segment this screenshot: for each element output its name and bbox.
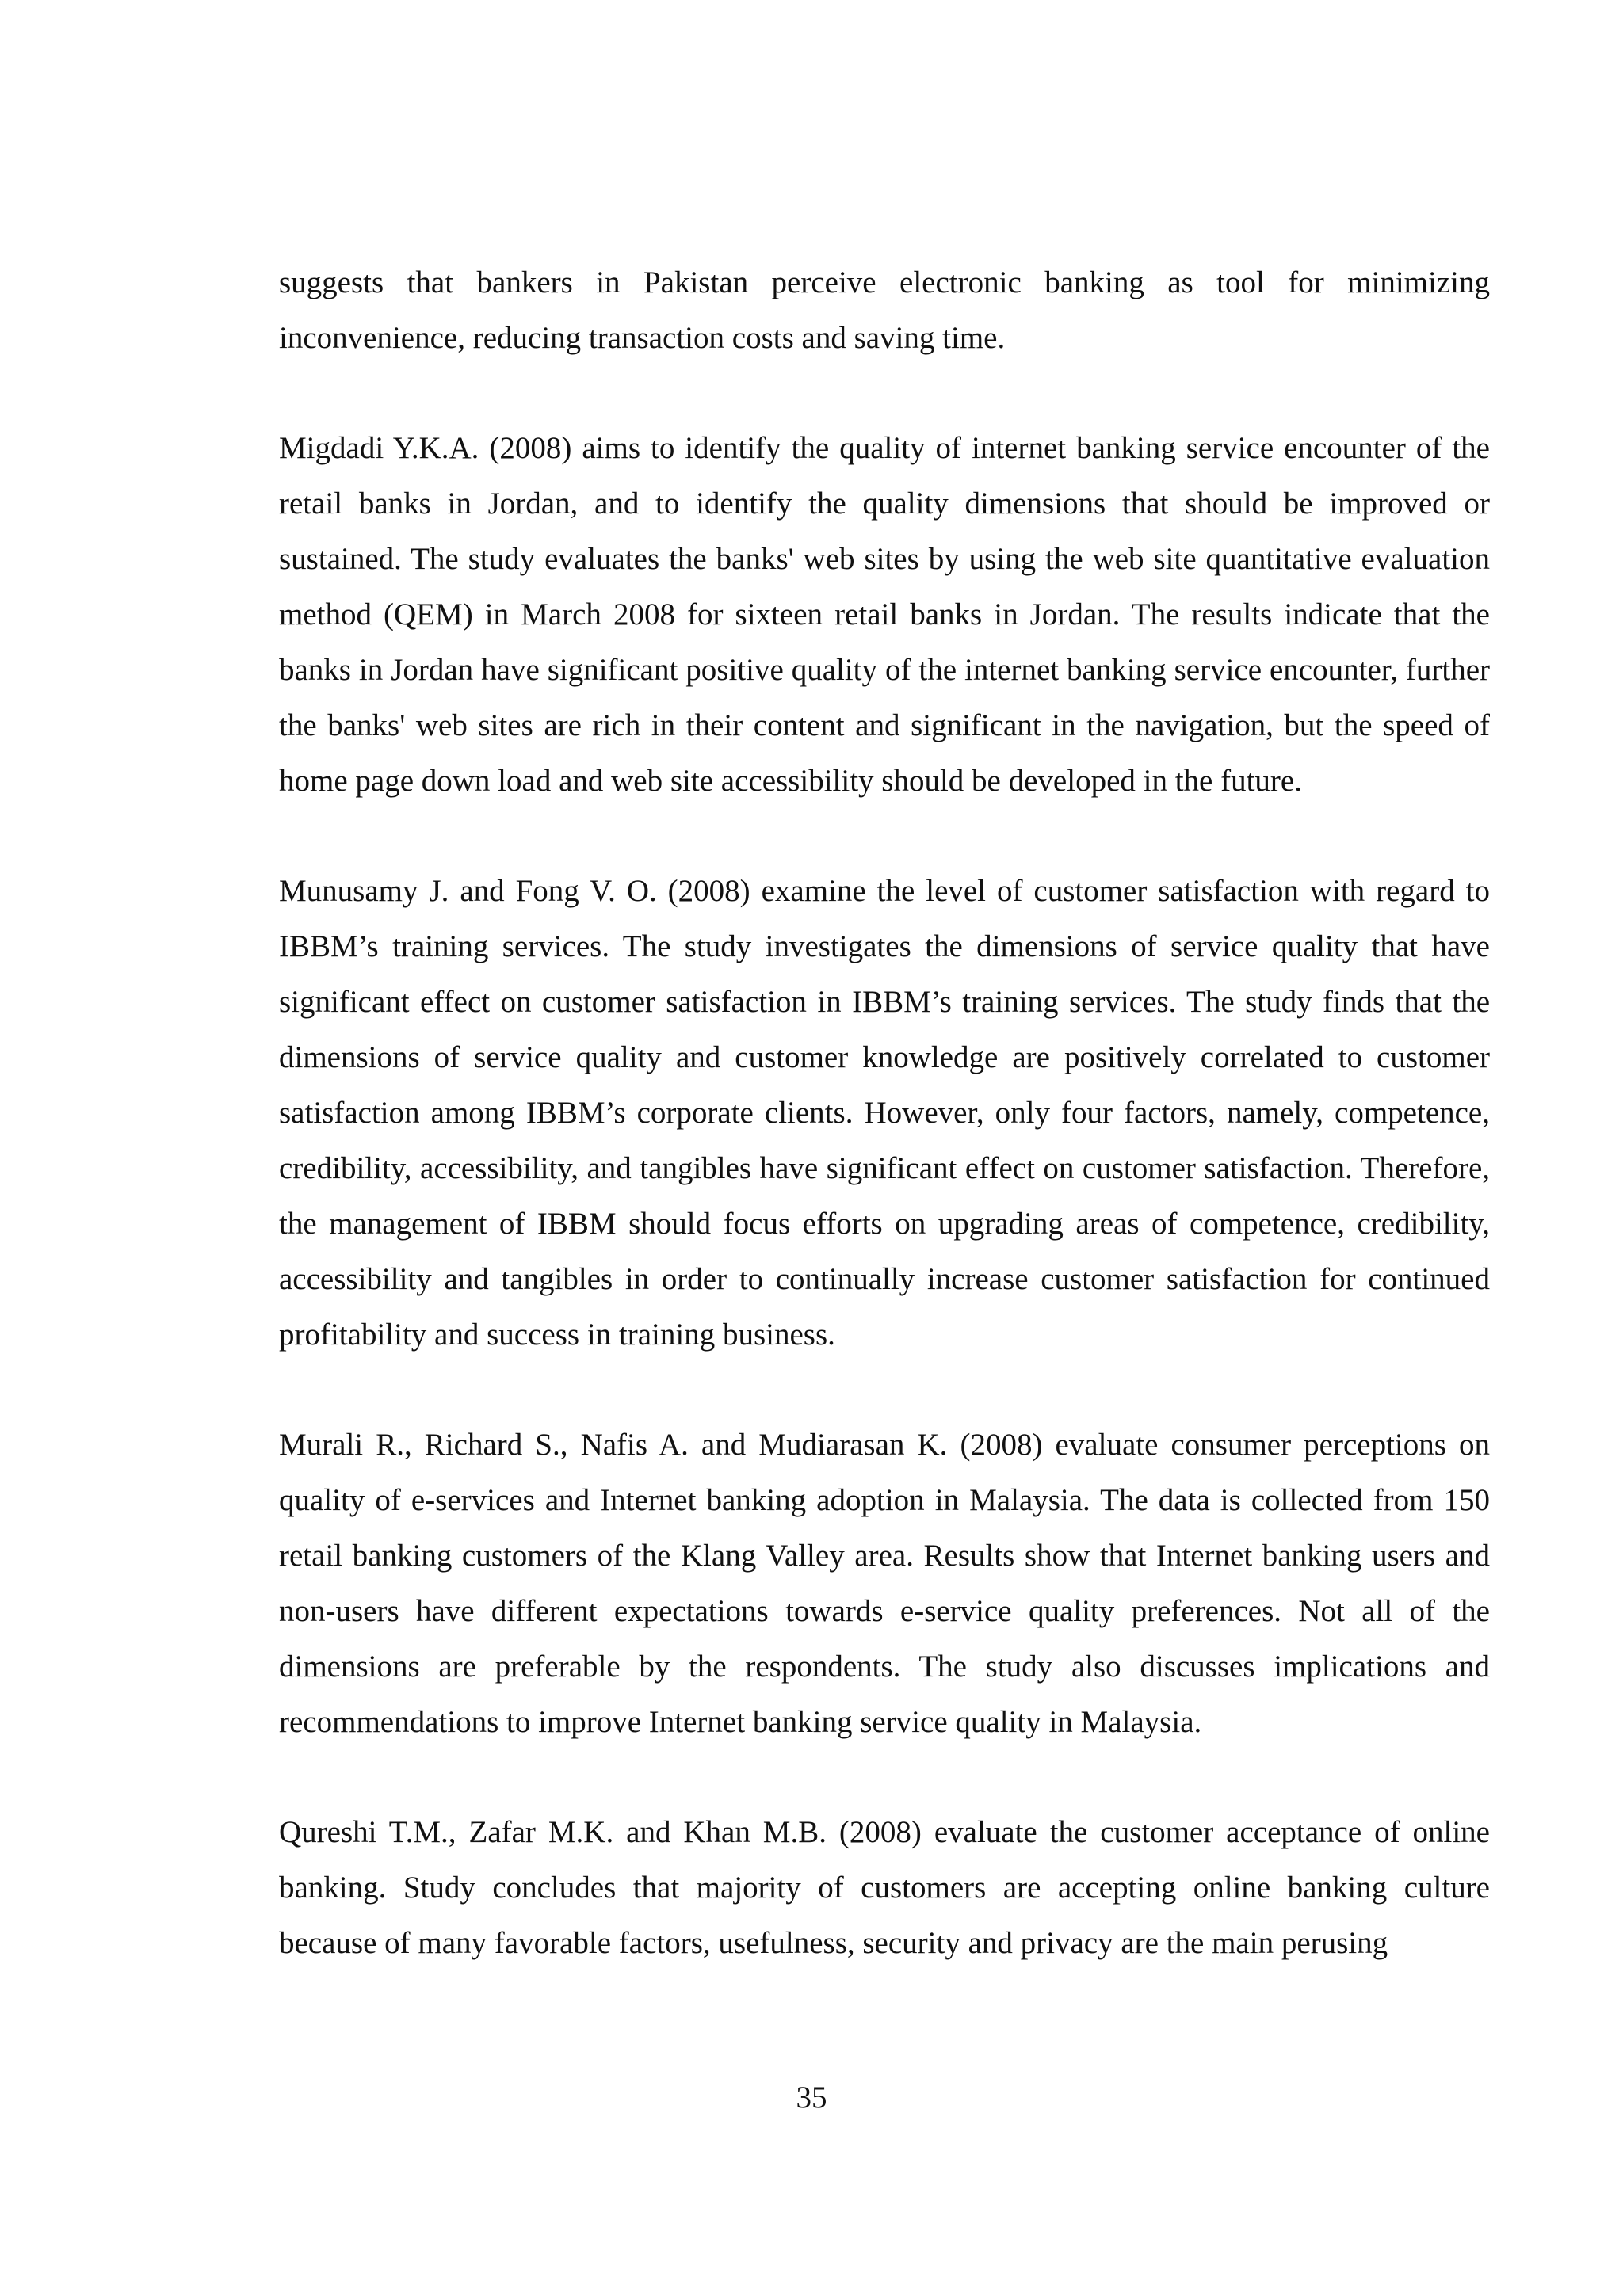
page-number: 35 [796,2081,827,2115]
paragraph-murali: Murali R., Richard S., Nafis A. and Mudiarasan K. (2008) evaluate consumer perceptions on quality of e-services and Internet banking adoption in Malaysia. The data is collected from 150 retail banking customers of the Klang Valley area. Results show that Internet banking users and non-users have different expectations towards e-service quality preferences. Not all of the dimensions are preferable by the respondents. The study also discusses implications and recommendations to improve Internet banking service quality in Malaysia. [279,1428,1490,1739]
paragraph-munusamy: Munusamy J. and Fong V. O. (2008) examine the level of customer satisfaction with regard to IBBM’s training services. The study investigates the dimensions of service quality that have significant effect on customer satisfaction in IBBM’s training services. The study finds that the dimensions of service quality and customer knowledge are positively correlated to customer satisfaction among IBBM’s corporate clients. However, only four factors, namely, competence, credibility, accessibility, and tangibles have significant effect on customer satisfaction. Therefore, the management of IBBM should focus efforts on upgrading areas of competence, credibility, accessibility and tangibles in order to continually increase customer satisfaction for continued profitability and success in training business. [279,874,1490,1352]
paragraph-migdadi: Migdadi Y.K.A. (2008) aims to identify the quality of internet banking service encounter of the retail banks in Jordan, and to identify the quality dimensions that should be improved or sustained. The study evaluates the banks' web sites by using the web site quantitative evaluation method (QEM) in March 2008 for sixteen retail banks in Jordan. The results indicate that the banks in Jordan have significant positive quality of the internet banking service encounter, further the banks' web sites are rich in their content and significant in the navigation, but the speed of home page down load and web site accessibility should be developed in the future. [279,431,1490,798]
paragraph-qureshi: Qureshi T.M., Zafar M.K. and Khan M.B. (2008) evaluate the customer acceptance of online banking. Study concludes that majority of customers are accepting online banking culture because of many favorable factors, usefulness, security and privacy are the main perusing [279,1815,1490,1960]
page-body [279,255,1490,2026]
paragraph-continuation: suggests that bankers in Pakistan perceive electronic banking as tool for minimizing inconvenience, reducing transaction costs and saving time. [279,265,1490,355]
